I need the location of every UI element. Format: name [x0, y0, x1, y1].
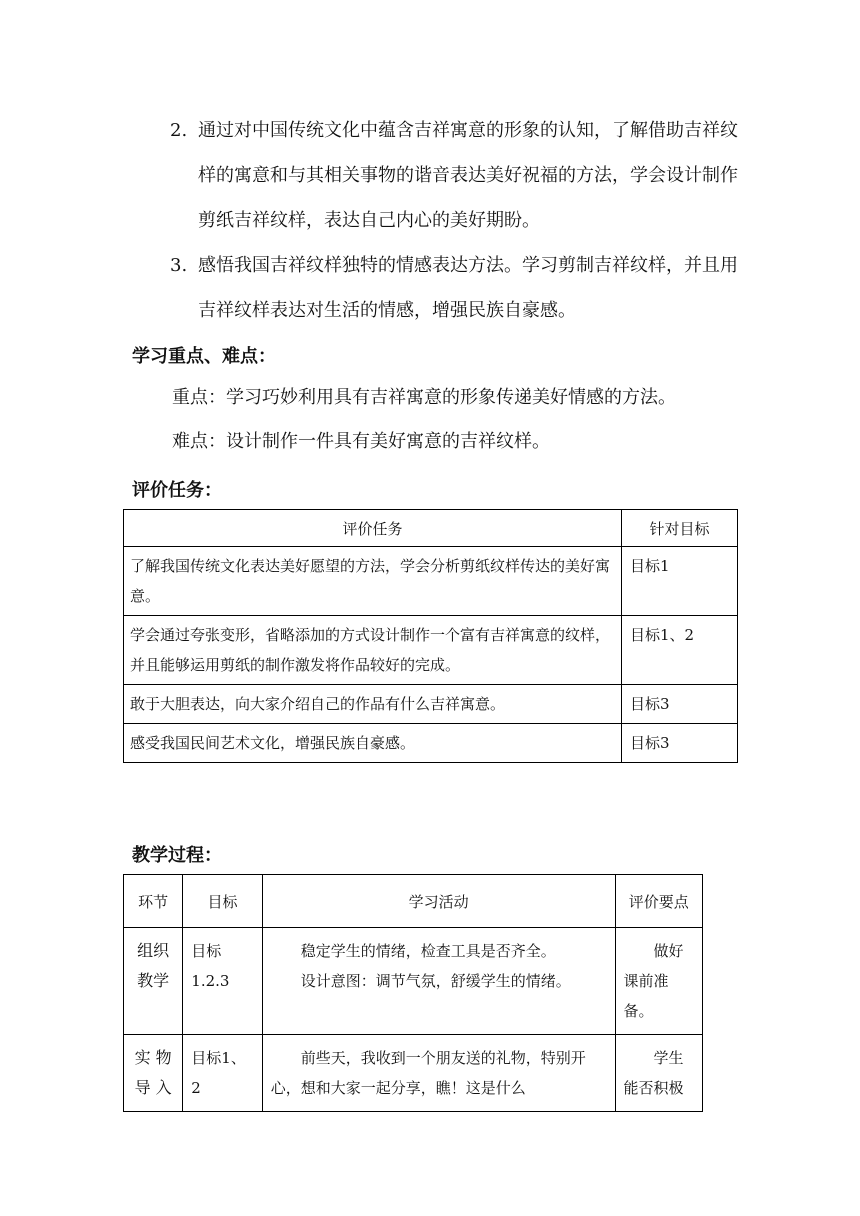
target-cell: 目标3 [622, 724, 738, 763]
difficulty-paragraph: 难点：设计制作一件具有美好寓意的吉祥纹样。 [172, 431, 550, 452]
activity-line: 设计意图：调节气氛，舒缓学生的情绪。 [300, 972, 571, 990]
column-header: 目标 [183, 875, 262, 928]
process-heading: 教学过程： [132, 845, 222, 866]
table-row [124, 724, 738, 763]
table-row [124, 616, 738, 685]
column-header: 评价任务 [124, 510, 622, 547]
goal-item-3 [170, 243, 750, 333]
column-header: 评价要点 [615, 875, 702, 928]
activity-cell [262, 1035, 615, 1112]
activity-line: 前些天，我收到一个朋友送的礼物，特别开心，想和大家一起分享，瞧！这是什么 [270, 1049, 586, 1097]
key-points-heading: 学习重点、难点： [132, 346, 276, 367]
column-header: 学习活动 [262, 875, 615, 928]
focus-paragraph: 重点：学习巧妙利用具有吉祥寓意的形象传递美好情感的方法。 [172, 387, 676, 408]
goal-text: 通过对中国传统文化中蕴含吉祥寓意的形象的认知，了解借助吉祥纹样的寓意和与其相关事物的谐音表达美好祝福的方法，学会设计制作剪纸吉祥纹样，表达自己内心的美好期盼。 [198, 120, 738, 231]
target-cell: 目标1、2 [622, 616, 738, 685]
table-row [124, 1035, 703, 1112]
goal-cell: 目标1.2.3 [183, 928, 262, 1035]
goal-number: 2. [170, 120, 188, 141]
goal-number: 3. [170, 255, 188, 276]
activity-cell [262, 928, 615, 1035]
task-cell: 敢于大胆表达，向大家介绍自己的作品有什么吉祥寓意。 [124, 685, 622, 724]
target-cell: 目标1 [622, 547, 738, 616]
goal-cell: 目标1、2 [183, 1035, 262, 1112]
goal-text: 感悟我国吉祥纹样独特的情感表达方法。学习剪制吉祥纹样，并且用吉祥纹样表达对生活的情感，增强民族自豪感。 [198, 255, 738, 321]
table-row [124, 928, 703, 1035]
task-cell: 学会通过夸张变形，省略添加的方式设计制作一个富有吉祥寓意的纹样，并且能够运用剪纸的制作激发将作品较好的完成。 [124, 616, 622, 685]
process-table [123, 874, 703, 1112]
target-cell: 目标3 [622, 685, 738, 724]
stage-cell: 组织教学 [124, 928, 183, 1035]
task-cell: 感受我国民间艺术文化，增强民族自豪感。 [124, 724, 622, 763]
table-row [124, 685, 738, 724]
evaluation-table [123, 509, 738, 763]
column-header: 针对目标 [622, 510, 738, 547]
table-header-row [124, 510, 738, 547]
column-header: 环节 [124, 875, 183, 928]
stage-cell: 实 物 导 入 [124, 1035, 183, 1112]
table-header-row [124, 875, 703, 928]
eval-cell: 学生能否积极 [615, 1035, 702, 1112]
task-cell: 了解我国传统文化表达美好愿望的方法，学会分析剪纸纹样传达的美好寓意。 [124, 547, 622, 616]
goal-item-2 [170, 108, 750, 243]
eval-cell: 做好课前准备。 [615, 928, 702, 1035]
evaluation-heading: 评价任务： [132, 480, 222, 501]
activity-line: 稳定学生的情绪，检查工具是否齐全。 [300, 942, 556, 960]
table-row [124, 547, 738, 616]
